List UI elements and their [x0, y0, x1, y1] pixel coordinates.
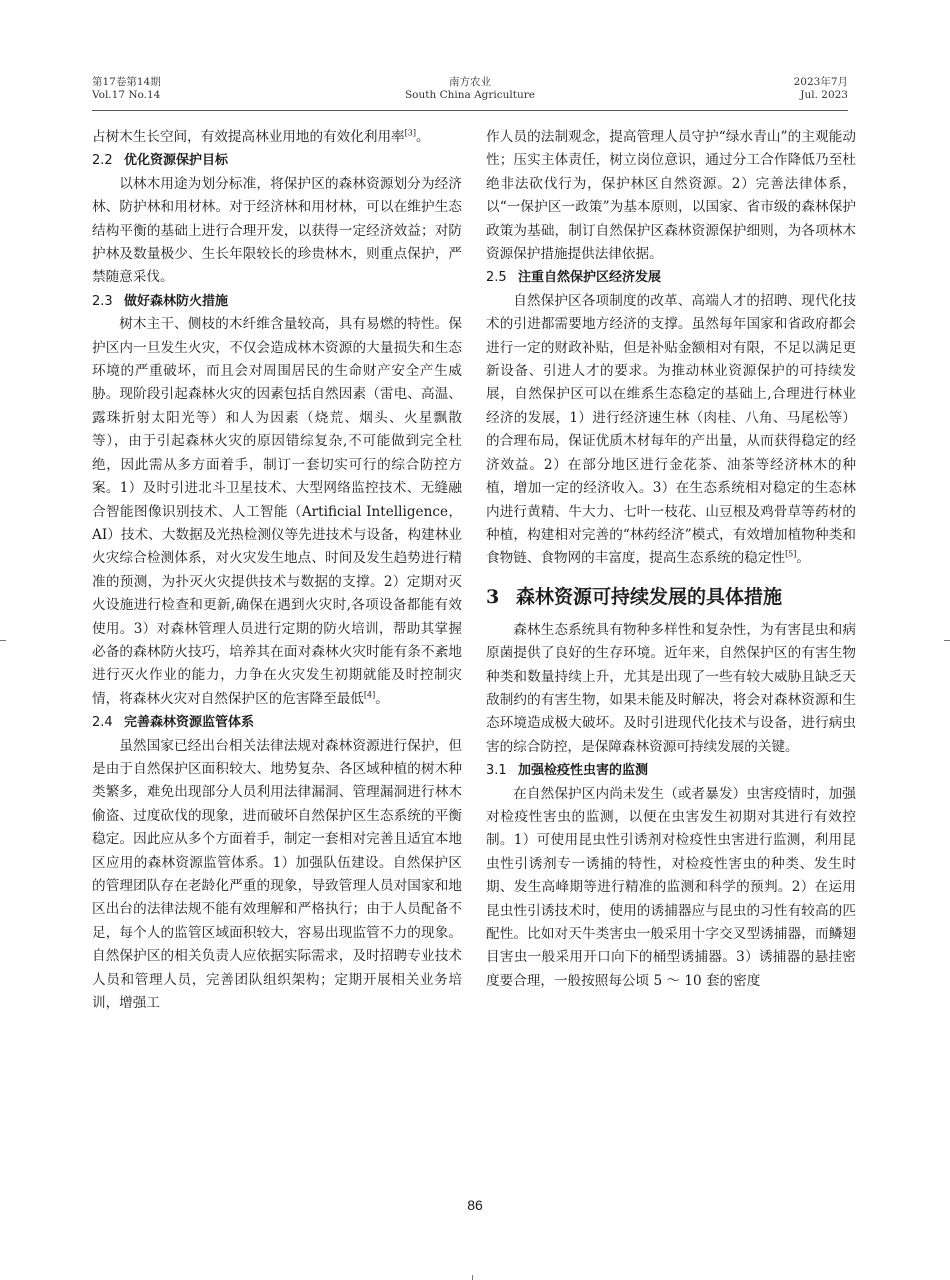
header-volume-cn: 第17卷第14期 — [92, 76, 161, 88]
subsection-heading: 2.5 注重自然保护区经济发展 — [486, 270, 662, 286]
right-column — [486, 126, 856, 993]
header-journal-en: South China Agriculture — [404, 89, 535, 101]
header-date — [794, 76, 848, 102]
subsection-heading: 2.4 完善森林资源监管体系 — [92, 715, 255, 731]
paragraph: 在自然保护区内尚未发生（或者暴发）虫害疫情时，加强对检疫性害虫的监测，以便在虫害发生初期对其进行有效控制。1）可使用昆虫性引诱剂对检疫性虫害进行监测，利用昆虫性引诱剂专一诱捕的特性，对检疫性害虫的种类、发生时期、发生高峰期等进行精准的监测和科学的预判。2）在运用昆虫性引诱技术时，使用的诱捕器应与昆虫的习性有较高的匹配性。比如对天牛类害虫一般采用十字交叉型诱捕器，而鳞翅目害虫一般采用开口向下的桶型诱捕器。3）诱捕器的悬挂密度要合理，一般按照每公顷 5 ～ 10 套的密度 — [486, 785, 856, 989]
header-journal — [92, 76, 848, 102]
paragraph: 森林生态系统具有物种多样性和复杂性，为有害昆虫和病原菌提供了良好的生存环境。近年来，自然保护区的有害生物种类和数量持续上升，尤其是出现了一些有较大威胁且缺乏天敌制约的有害生物，如果未能及时解决，将会对森林资源和生态环境造成极大破坏。及时引进现代化技术与设备，进行病虫害的综合防控，是保障森林资源可持续发展的关键。 — [486, 621, 856, 755]
paragraph: 占树木生长空间，有效提高林业用地的有效化利用率[3]。 — [92, 128, 430, 145]
crop-mark — [472, 1275, 473, 1280]
subsection-heading: 3.1 加强检疫性虫害的监测 — [486, 763, 649, 779]
subsection-heading: 2.2 优化资源保护目标 — [92, 153, 229, 169]
paragraph: 树木主干、侧枝的木纤维含量较高，具有易燃的特性。保护区内一旦发生火灾，不仅会造成林木资源的大量损失和生态环境的严重破坏，而且会对周围居民的生命财产安全产生威胁。现阶段引起森林火灾的因素包括自然因素（雷电、高温、露珠折射太阳光等）和人为因素（烧荒、烟头、火星飘散等），由于引起森林火灾的原因错综复杂,不可能做到完全杜绝，因此需从多方面着手，制订一套切实可行的综合防控方案。1）及时引进北斗卫星技术、大型网络监控技术、无缝融合智能图像识别技术、人工智能（Artificial Intelligence，AI）技术、大数据及光热检测仪等先进技术与设备，构建林业火灾综合检测体系，对火灾发生地点、时间及发生趋势进行精准的预测，为扑灭火灾提供技术与数据的支撑。2）定期对灭火设施进行检查和更新,确保在遇到火灾时,各项设备都能有效使用。3）对森林管理人员进行定期的防火培训，帮助其掌握必备的森林防火技巧，培养其在面对森林火灾时能有条不紊地进行灭火作业的能力，力争在火灾发生初期就能及时控制灾情，将森林火灾对自然保护区的危害降至最低[4]。 — [92, 316, 462, 707]
running-header — [92, 76, 848, 108]
crop-mark — [0, 640, 6, 641]
header-journal-cn: 南方农业 — [449, 76, 491, 88]
header-date-cn: 2023年7月 — [793, 76, 848, 88]
citation: [5] — [785, 549, 797, 559]
crop-mark — [944, 640, 950, 641]
citation: [3] — [404, 128, 416, 138]
paragraph: 以林木用途为划分标准，将保护区的森林资源划分为经济林、防护林和用材林。对于经济林和用材林，可以在维护生态结构平衡的基础上进行合理开发，以获得一定经济效益；对防护林及数量极少、生长年限较长的珍贵林木，则重点保护，严禁随意采伐。 — [92, 175, 462, 286]
paragraph: 虽然国家已经出台相关法律法规对森林资源进行保护，但是由于自然保护区面积较大、地势复杂、各区域种植的树木种类繁多，难免出现部分人员利用法律漏洞、管理漏洞进行林木偷盗、过度砍伐的现象，进而破坏自然保护区生态系统的平衡稳定。因此应从多个方面着手，制定一套相对完善且适宜本地区应用的森林资源监管体系。1）加强队伍建设。自然保护区的管理团队存在老龄化严重的现象，导致管理人员对国家和地区出台的法律法规不能有效理解和严格执行；由于人员配备不足，每个人的监管区域面积较大，容易出现监管不力的现象。自然保护区的相关负责人应依据实际需求，及时招聘专业技术人员和管理人员，完善团队组织架构；定期开展相关业务培训，增强工 — [92, 737, 462, 1012]
subsection-heading: 2.3 做好森林防火措施 — [92, 293, 229, 309]
paragraph: 自然保护区各项制度的改革、高端人才的招聘、现代化技术的引进都需要地方经济的支撑。虽然每年国家和省政府都会进行一定的财政补贴，但是补贴金额相对有限，不足以满足更新设备、引进人才的要求。为推动林业资源保护的可持续发展，自然保护区可以在维系生态稳定的基础上,合理进行林业经济的发展，1）进行经济速生林（肉桂、八角、马尾松等）的合理布局，保证优质木材每年的产出量，从而获得稳定的经济效益。2）在部分地区进行金花茶、油茶等经济林木的种植，增加一定的经济收入。3）在生态系统相对稳定的生态林内进行黄精、牛大力、七叶一枝花、山豆根及鸡骨草等药材的种植，构建相对完善的“林药经济”模式，有效增加植物种类和食物链、食物网的丰富度，提高生态系统的稳定性[5]。 — [486, 292, 856, 567]
header-volume-en: Vol.17 No.14 — [92, 89, 161, 101]
citation: [4] — [363, 690, 376, 700]
section-heading: 3 森林资源可持续发展的具体措施 — [486, 585, 783, 608]
page-number: 86 — [467, 1197, 483, 1213]
header-rule — [92, 110, 848, 111]
header-date-en: Jul. 2023 — [800, 89, 848, 101]
left-column — [92, 126, 462, 1015]
paragraph: 作人员的法制观念，提高管理人员守护“绿水青山”的主观能动性；压实主体责任，树立岗位意识，通过分工合作降低乃至杜绝非法砍伐行为，保护林区自然资源。2）完善法律体系，以“一保护区一政策”为基本原则，以国家、省市级的森林保护政策为基础，制订自然保护区森林资源保护细则，为各项林木资源保护措施提供法律依据。 — [486, 129, 856, 263]
